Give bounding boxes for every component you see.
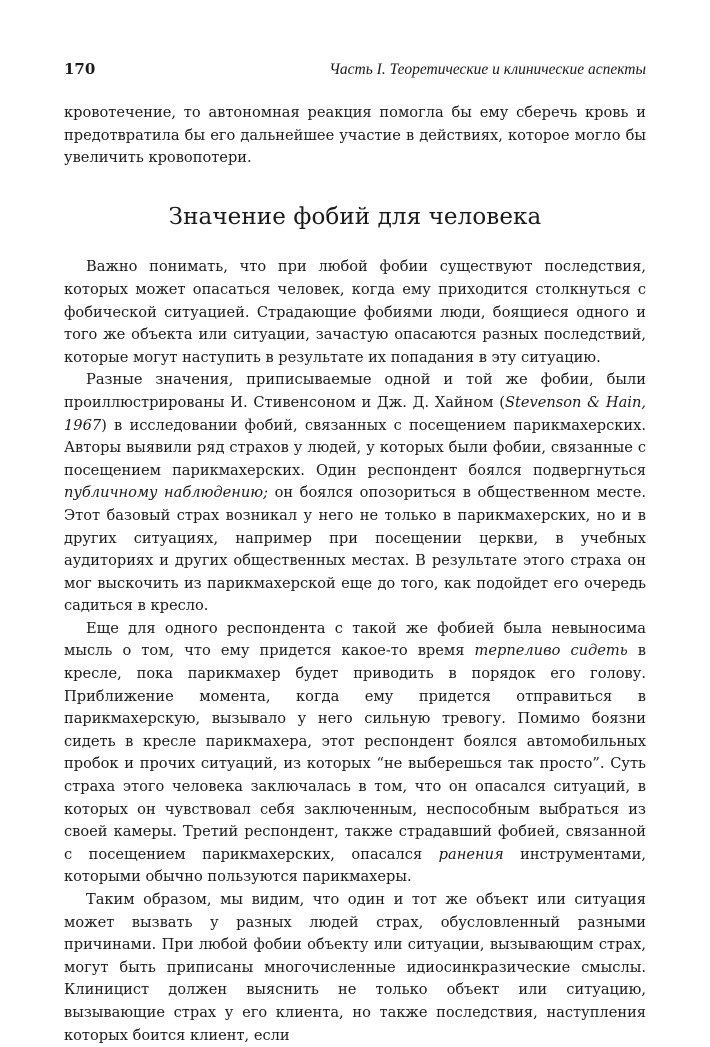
- paragraph-1: Важно понимать, что при любой фобии существуют последствия, которых может опасаться человек, когда ему приходится столкнуться с фобической ситуацией. Страдающие фобиями люди, боящиеся одного и того же объекта или ситуации, зачастую опасаются разных последствий, которые могут наступить в результате их попадания в эту ситуацию.: [64, 258, 646, 366]
- paragraph-2-text-c: ) в исследовании фобий, связанных с посещением парикмахерских. Авторы выявили ряд страхов у людей, у которых были фобии, связанные с посещением парикмахерских. Один респондент боялся подвергнуться: [64, 416, 646, 479]
- paragraph-2: [64, 369, 646, 618]
- paragraph-3-text-c: в кресле, пока парикмахер будет приводить в порядок его голову. Приближение момента, когда ему придется отправиться в парикмахерскую, вызывало у него сильную тревогу. Помимо боязни сидеть в кресле парикмахера, этот респондент боялся автомобильных пробок и прочих ситуаций, из которых “не выберешься так просто”. Суть страха этого человека заключалась в том, что он опасался ситуаций, в которых он чувствовал себя заключенным, неспособным выбраться из своей камеры. Третий респондент, также страдавший фобией, связанной с посещением парикмахерских, опасался: [64, 642, 646, 863]
- paragraph-3-text-e: инструментами, которыми обычно пользуются парикмахеры.: [64, 845, 646, 886]
- citation-stevenson-hain: Stevenson & Hain, 1967: [64, 393, 646, 434]
- paragraph-4: Таким образом, мы видим, что один и тот же объект или ситуация может вызвать у разных людей страх, обусловленный разными причинами. При любой фобии объекту или ситуации, вызывающим страх, могут быть приписаны многочисленные идиосинкразические смыслы. Клиницист должен выяснить не только объект или ситуацию, вызывающие страх у его клиента, но также последствия, наступления которых боится клиент, если: [64, 891, 646, 1044]
- emphasis-injury: ранения: [438, 845, 504, 863]
- running-head: Часть I. Теоретические и клинические аспекты: [329, 61, 646, 78]
- paragraph-2-text-e: он боялся опозориться в общественном месте. Этот базовый страх возникал у него не только в парикмахерских, но и в других ситуациях, например при посещении церкви, в учебных аудиториях и других общественных местах. В результате этого страха он мог выскочить из парикмахерской еще до того, как подойдет его очередь садиться в кресло.: [64, 484, 646, 615]
- book-page: [64, 60, 646, 1047]
- paragraph-2-text-a: Разные значения, приписываемые одной и той же фобии, были проиллюстрированы И. Стивенсоном и Дж. Д. Хайном (: [64, 371, 646, 411]
- paragraph-3: [64, 618, 646, 889]
- emphasis-public-observation: публичному наблюдению;: [64, 484, 269, 502]
- body-text: [64, 102, 646, 1047]
- section-title: Значение фобий для человека: [168, 203, 542, 230]
- page-header: [64, 60, 646, 88]
- emphasis-sit-patiently: терпеливо сидеть: [474, 642, 628, 660]
- intro-paragraph: кровотечение, то автономная реакция помогла бы ему сберечь кровь и предотвратила бы его дальнейшее участие в действиях, которое могло бы увеличить кровопотери.: [64, 104, 646, 167]
- page-number: 170: [64, 60, 96, 78]
- paragraph-3-text-a: Еще для одного респондента с такой же фобией была невыносима мысль о том, что ему придется какое-то время: [64, 619, 646, 660]
